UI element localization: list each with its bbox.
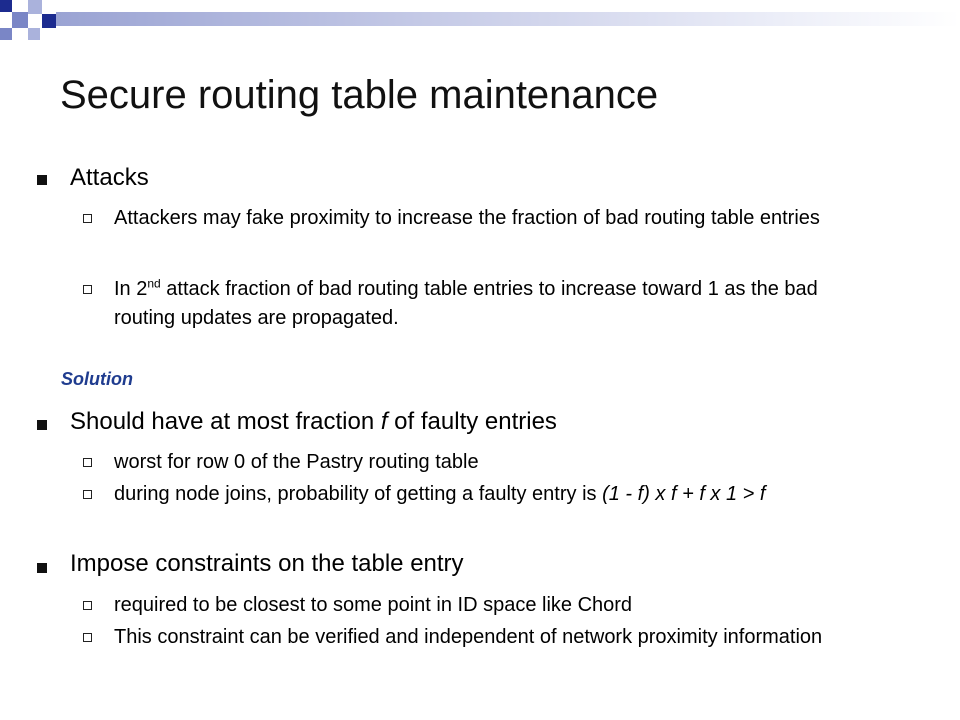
constraints-item-2: This constraint can be verified and independent of network proximity information bbox=[114, 626, 823, 648]
header-square-icon bbox=[0, 28, 12, 40]
header-gradient-bar bbox=[56, 12, 960, 26]
hollow-square-bullet-icon bbox=[83, 490, 92, 499]
attacks-heading: Attacks bbox=[70, 164, 149, 191]
header-square-icon bbox=[28, 28, 40, 40]
square-bullet-icon bbox=[37, 420, 47, 430]
solution-label: Solution bbox=[61, 369, 133, 389]
hollow-square-bullet-icon bbox=[83, 214, 92, 223]
header-square-icon bbox=[28, 0, 42, 14]
fraction-item-1: worst for row 0 of the Pastry routing table bbox=[114, 451, 479, 473]
slide-title: Secure routing table maintenance bbox=[60, 73, 659, 117]
attacks-item-1: Attackers may fake proximity to increase the fraction of bad routing table entries bbox=[114, 207, 820, 229]
constraints-item-1: required to be closest to some point in ID space like Chord bbox=[114, 594, 633, 616]
constraints-heading: Impose constraints on the table entry bbox=[70, 550, 464, 577]
header-square-icon bbox=[0, 0, 12, 12]
square-bullet-icon bbox=[37, 175, 47, 185]
hollow-square-bullet-icon bbox=[83, 458, 92, 467]
header-square-icon bbox=[12, 12, 28, 28]
square-bullet-icon bbox=[37, 563, 47, 573]
hollow-square-bullet-icon bbox=[83, 633, 92, 642]
attacks-item-2: In 2nd attack fraction of bad routing table entries to increase toward 1 as the bad routing updates are propagated. bbox=[114, 276, 818, 329]
fraction-heading: Should have at most fraction f of faulty entries bbox=[70, 408, 557, 435]
hollow-square-bullet-icon bbox=[83, 285, 92, 294]
fraction-item-2: during node joins, probability of getting a faulty entry is (1 - f) x f + f x 1 > f bbox=[114, 483, 766, 505]
header-square-icon bbox=[42, 14, 56, 28]
hollow-square-bullet-icon bbox=[83, 601, 92, 610]
